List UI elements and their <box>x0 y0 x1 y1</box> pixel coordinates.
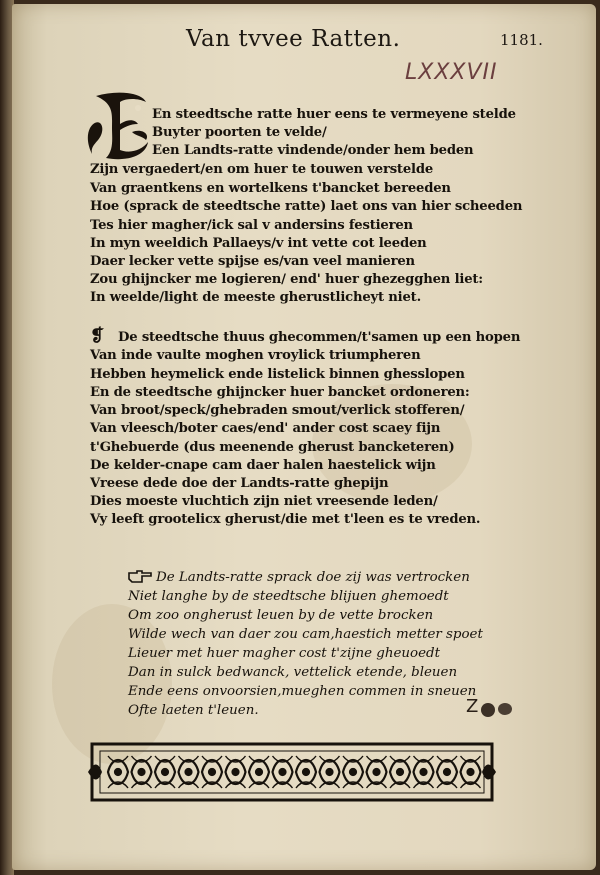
verse-line: In weelde/light de meeste gherustlicheyt niet. <box>90 290 421 305</box>
verse-line: Dan in sulck bedwanck, vettelick etende, bleuen <box>128 665 458 680</box>
verse-line: Ende eens onvoorsien,mueghen commen in sneuen <box>128 684 477 699</box>
verse-line: En de steedtsche ghijncker huer bancket ordoneren: <box>90 385 470 400</box>
verse-line: Dies moeste vluchtich zijn niet vreesende leden/ <box>90 494 438 509</box>
pointing-hand-icon <box>128 570 152 584</box>
verse-line: Vy leeft grootelicx gherust/die met t'leen es te vreden. <box>90 512 481 527</box>
verse-line: De Landts-ratte sprack doe zij was vertrocken <box>156 570 470 585</box>
verse-line: Hoe (sprack de steedtsche ratte) laet ons van hier scheeden <box>90 199 523 214</box>
verse-line: Tes hier magher/ick sal v andersins festieren <box>90 218 413 233</box>
verse-line: Van graentkens en wortelkens t'bancket bereeden <box>90 181 451 196</box>
page-title: Van tvvee Ratten. <box>186 26 401 52</box>
verse-line: Van broot/speck/ghebraden smout/verlick stofferen/ <box>90 403 465 418</box>
verse-line: Daer lecker vette spijse es/van veel manieren <box>90 254 415 269</box>
verse-line: En steedtsche ratte huer eens te vermeyene stelde <box>152 107 516 122</box>
pencil-mark: Z <box>466 696 514 720</box>
verse-line: Om zoo ongherust leuen by de vette brocken <box>128 608 434 623</box>
roman-numeral-annotation: LXXXVII <box>405 60 498 85</box>
verse-line: t'Ghebuerde (dus meenende gherust bancketeren) <box>90 440 455 455</box>
ornate-initial-E-icon <box>86 88 154 164</box>
verse-line: Van inde vaulte moghen vroylick triumpheren <box>90 348 421 363</box>
verse-line: Zou ghijncker me logieren/ end' huer ghezegghen liet: <box>90 272 483 287</box>
pilcrow-icon: ❡ <box>90 326 105 346</box>
verse-line: Ofte laeten t'leuen. <box>128 703 259 718</box>
verse-line: Zijn vergaedert/en om huer te touwen verstelde <box>90 162 434 177</box>
ornamental-band-icon <box>88 738 496 806</box>
folio-number: 1181. <box>500 31 543 49</box>
verse-line: Niet langhe by de steedtsche blijuen ghemoedt <box>128 589 449 604</box>
verse-line: Wilde wech van daer zou cam,haestich metter spoet <box>128 627 483 642</box>
verse-line: Hebben heymelick ende listelick binnen ghesslopen <box>90 367 465 382</box>
verse-line: Een Landts-ratte vindende/onder hem beden <box>152 143 474 158</box>
verse-line: In myn weeldich Pallaeys/v int vette cot leeden <box>90 236 427 251</box>
ink-smudge-icon <box>480 700 514 720</box>
verse-line: Lieuer met huer magher cost t'zijne gheuoedt <box>128 646 440 661</box>
verse-line: De steedtsche thuus ghecommen/t'samen up een hopen <box>118 330 521 345</box>
verse-line: Buyter poorten te velde/ <box>152 125 327 140</box>
verse-line: Vreese dede doe der Landts-ratte ghepijn <box>90 476 389 491</box>
verse-line: Van vleesch/boter caes/end' ander cost scaey fijn <box>90 421 441 436</box>
verse-line: De kelder-cnape cam daer halen haestelick wijn <box>90 458 436 473</box>
